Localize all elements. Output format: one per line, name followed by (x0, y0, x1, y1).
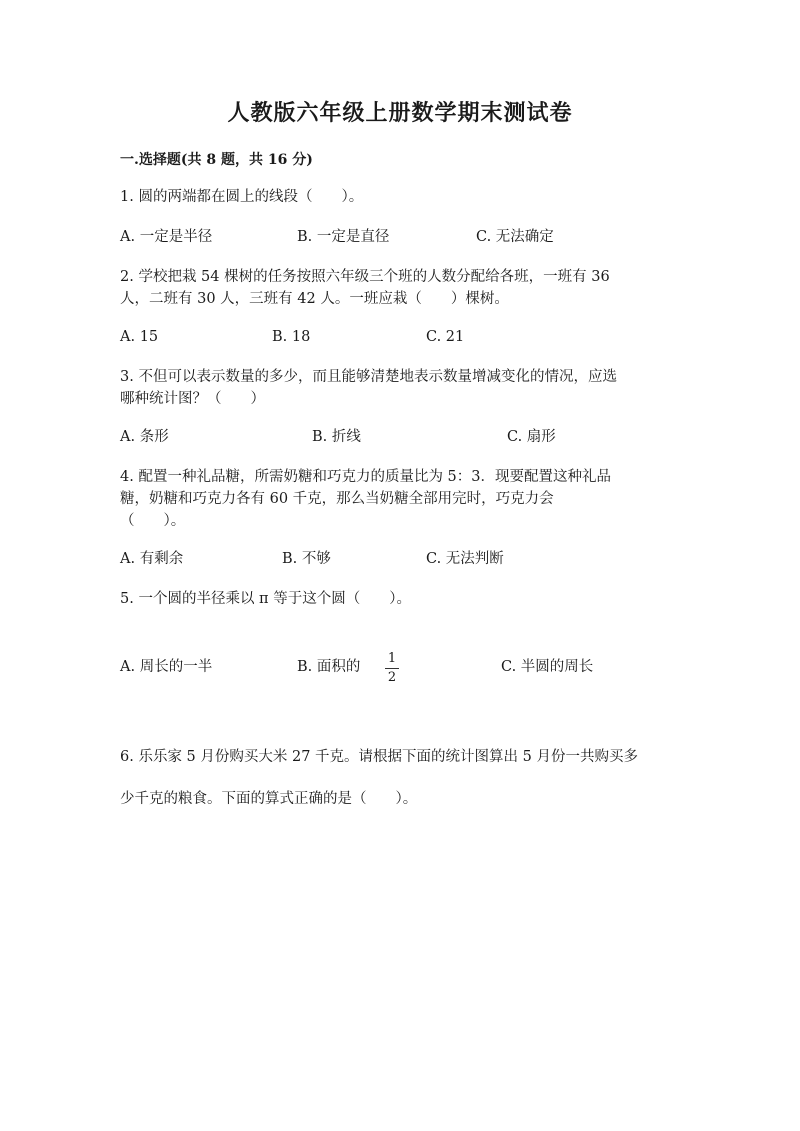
question-5-text: 5. 一个圆的半径乘以 π 等于这个圆（ ）。 (120, 591, 411, 607)
question-6-line-2: 少千克的粮食。下面的算式正确的是（ ）。 (120, 791, 418, 807)
question-5-option-c: C. 半圆的周长 (501, 659, 594, 675)
fraction-denominator: 2 (387, 670, 397, 685)
question-2-option-b: B. 18 (272, 329, 311, 345)
question-3 (120, 366, 680, 410)
question-4 (120, 466, 680, 532)
question-3-option-a: A. 条形 (120, 429, 169, 445)
page-title: 人教版六年级上册数学期末测试卷 (227, 100, 573, 126)
question-3-option-b: B. 折线 (312, 429, 361, 445)
question-1-option-a: A. 一定是半径 (120, 229, 213, 245)
question-6 (120, 736, 680, 820)
fraction-bar (385, 668, 399, 669)
section-heading: 一.选择题(共 8 题，共 16 分) (120, 152, 313, 168)
question-2-option-a: A. 15 (120, 329, 159, 345)
question-3-line-1: 3. 不但可以表示数量的多少，而且能够清楚地表示数量增减变化的情况，应选 (120, 369, 617, 385)
question-5-option-b: B. 面积的 (297, 659, 361, 675)
question-4-option-b: B. 不够 (282, 551, 331, 567)
question-1 (120, 186, 680, 208)
question-1-option-b: B. 一定是直径 (297, 229, 390, 245)
question-6-line-1: 6. 乐乐家 5 月份购买大米 27 千克。请根据下面的统计图算出 5 月份一共购买多 (120, 749, 638, 765)
question-3-option-c: C. 扇形 (507, 429, 556, 445)
question-2-option-c: C. 21 (426, 329, 465, 345)
question-2-line-1: 2. 学校把栽 54 棵树的任务按照六年级三个班的人数分配给各班，一班有 36 (120, 269, 610, 285)
question-4-line-2: 糖，奶糖和巧克力各有 60 千克，那么当奶糖全部用完时，巧克力会 (120, 491, 554, 507)
question-4-line-1: 4. 配置一种礼品糖，所需奶糖和巧克力的质量比为 5：3．现要配置这种礼品 (120, 469, 612, 485)
question-5-option-a: A. 周长的一半 (120, 659, 213, 675)
question-4-option-a: A. 有剩余 (120, 551, 184, 567)
question-1-text: 1. 圆的两端都在圆上的线段（ ）。 (120, 189, 364, 205)
one-half-fraction (385, 652, 399, 685)
fraction-numerator: 1 (387, 651, 397, 666)
question-4-option-c: C. 无法判断 (426, 551, 504, 567)
question-4-line-3: （ ）。 (120, 513, 186, 529)
question-2-line-2: 人，二班有 30 人，三班有 42 人。一班应栽（ ）棵树。 (120, 291, 509, 307)
question-2 (120, 266, 680, 310)
question-3-line-2: 哪种统计图？（ ） (120, 391, 265, 407)
question-5 (120, 588, 680, 610)
question-1-option-c: C. 无法确定 (476, 229, 554, 245)
